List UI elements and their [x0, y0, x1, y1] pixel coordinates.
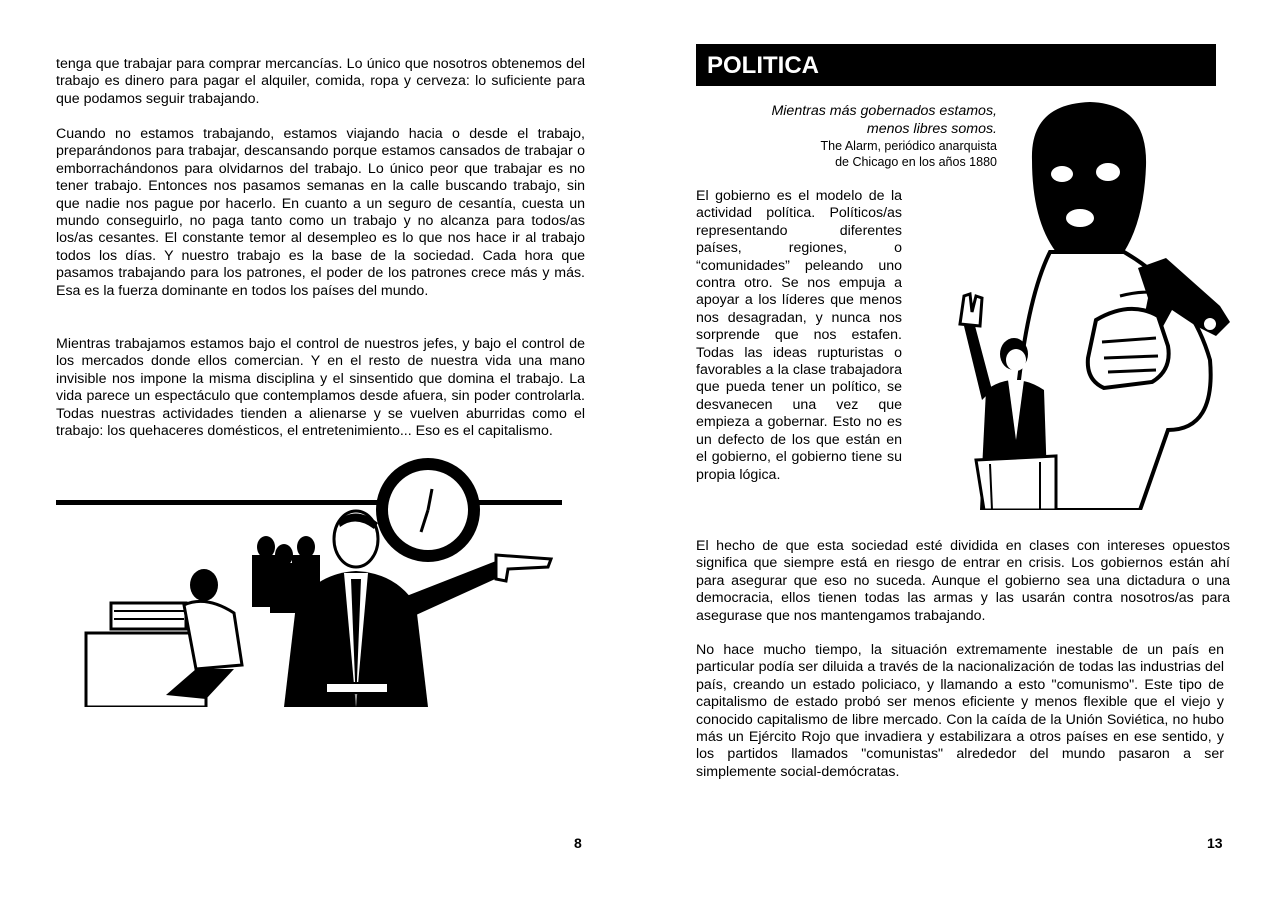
quote-line-1: Mientras más gobernados estamos,: [771, 103, 997, 119]
left-paragraph-2: Cuando no estamos trabajando, estamos viajando hacia o desde el trabajo, preparándonos para trabajar, descansando porque estamos cansados de trabajar o emborrachándonos para olvidarnos del trabajo. Lo único peor que trabajar es no tener trabajo. Entonces nos pasamos semanas en la calle buscando trabajo, sin que nadie nos pague por hacerlo. En cuanto a un seguro de cesantía, cuesta un mundo conseguirlo, no paga tanto como un trabajo y no alcanza para todos/as los/as cesantes. El constante temor al desempleo es lo que nos hace ir al trabajo todos los días. Y nuestro trabajo es la base de la sociedad. Cada hora que pasamos trabajando para los patrones, el poder de los patrones crece más y más. Esa es la fuerza dominante en todos los países del mundo.: [56, 126, 585, 299]
left-paragraph-3: Mientras trabajamos estamos bajo el control de nuestros jefes, y bajo el control de los mercados donde ellos comercian. Y en el resto de nuestra vida una mano invisible nos impone la misma disciplina y el sinsentido que domina el trabajo. La vida parece un espectáculo que contemplamos desde afuera, sin poder controlarla. Todas nuestras actividades tienden a alienarse y se vuelven aburridas como el trabajo: los quehaceres domésticos, el entretenimiento... Eso es el capitalismo.: [56, 336, 585, 440]
quote-source-1: The Alarm, periódico anarquista: [820, 139, 997, 153]
page-number: 8: [574, 835, 582, 851]
masked-gunman-politician-illustration: [920, 100, 1232, 510]
right-paragraph-3: No hace mucho tiempo, la situación extremamente inestable de un país en particular podía ser diluida a través de la nacionalización de todas las industrias del país, creando un estado policiaco, y llamando a esto "comunismo". Este tipo de capitalismo de estado probó ser menos eficiente y menos flexible que el viejo y conocido capitalismo de libre mercado. Con la caída de la Unión Soviética, no hubo más un Ejército Rojo que invadiera y estabilizara a otros países en ese sentido, y los partidos llamados "comunistas" alrededor del mundo pasaron a ser simplemente social-demócratas.: [696, 642, 1224, 780]
right-page: [640, 0, 1280, 905]
right-paragraph-1: El gobierno es el modelo de la actividad política. Políticos/as representando diferentes países, regiones, o “comunidades” peleando uno contra otro. Se nos empuja a apoyar a los líderes que menos nos desagradan, y nunca nos sorprende que nos estafen. Todas las ideas rupturistas o favorables a la clase trabajadora que pueda tener un político, se desvanecen una vez que empieza a gobernar. Esto no es un defecto de los que están en el gobierno, el gobierno tiene su propia lógica.: [696, 188, 902, 483]
section-title: POLITICA: [696, 44, 1216, 86]
quote-line-2: menos libres somos.: [866, 121, 997, 137]
factory-workers-illustration: [56, 455, 564, 707]
left-paragraph-1: tenga que trabajar para comprar mercancías. Lo único que nosotros obtenemos del trabajo es dinero para pagar el alquiler, comida, ropa y cerveza: lo suficiente para que podamos seguir trabajando.: [56, 56, 585, 107]
quote-source-2: de Chicago en los años 1880: [835, 155, 997, 169]
page-number: 13: [1207, 835, 1223, 851]
right-paragraph-2: El hecho de que esta sociedad esté dividida en clases con intereses opuestos significa que siempre está en riesgo de entrar en crisis. Los gobiernos están ahí para asegurar que eso no suceda. Aunque el gobierno sea una dictadura o una democracia, ellos tienen todas las armas y las usarán contra nosotros/as para asegurase que nos mantengamos trabajando.: [696, 538, 1230, 624]
